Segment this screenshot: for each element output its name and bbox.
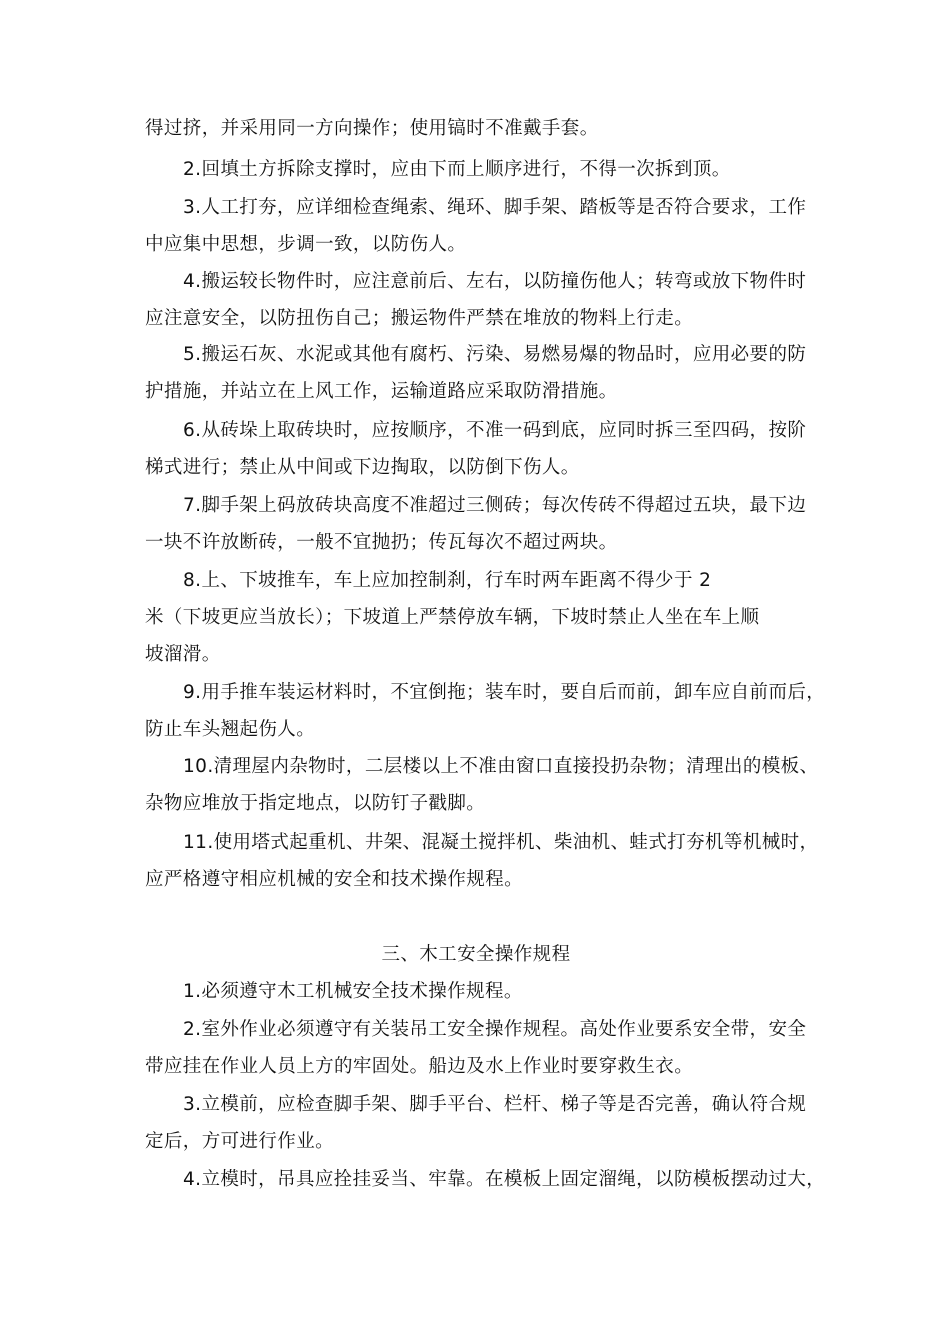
text-line: 得过挤，并采用同一方向操作；使用镐时不准戴手套。 (145, 118, 599, 139)
text-line: 带应挂在作业人员上方的牢固处。船边及水上作业时要穿救生衣。 (145, 1056, 694, 1077)
text-line: 6.从砖垛上取砖块时，应按顺序，不准一码到底，应同时拆三至四码，按阶 (183, 420, 807, 441)
text-line: 7.脚手架上码放砖块高度不准超过三侧砖；每次传砖不得超过五块，最下边 (183, 495, 807, 516)
text-line: 1.必须遵守木工机械安全技术操作规程。 (183, 981, 523, 1002)
section-heading: 三、木工安全操作规程 (381, 944, 571, 965)
text-line: 5.搬运石灰、水泥或其他有腐朽、污染、易燃易爆的物品时，应用必要的防 (183, 344, 807, 365)
text-line: 一块不许放断砖，一般不宜抛扔；传瓦每次不超过两块。 (145, 532, 618, 553)
text-line: 应严格遵守相应机械的安全和技术操作规程。 (145, 869, 524, 890)
text-line: 护措施，并站立在上风工作，运输道路应采取防滑措施。 (145, 381, 618, 402)
text-line: 2.室外作业必须遵守有关装吊工安全操作规程。高处作业要系安全带，安全 (183, 1019, 807, 1040)
text-line: 防止车头翘起伤人。 (145, 719, 316, 740)
text-line: 4.搬运较长物件时，应注意前后、左右，以防撞伤他人；转弯或放下物件时 (183, 271, 807, 292)
text-line: 9.用手推车装运材料时，不宜倒拖；装车时，要自后而前，卸车应自前而后， (183, 682, 826, 703)
text-line: 8.上、下坡推车，车上应加控制刹，行车时两车距离不得少于 2 (183, 570, 712, 591)
text-line: 应注意安全，以防扭伤自己；搬运物件严禁在堆放的物料上行走。 (145, 308, 694, 329)
text-line: 坡溜滑。 (145, 644, 221, 665)
text-line: 米（下坡更应当放长）；下坡道上严禁停放车辆，下坡时禁止人坐在车上顺 (145, 607, 760, 628)
text-line: 梯式进行；禁止从中间或下边掏取，以防倒下伤人。 (145, 457, 580, 478)
text-line: 4.立模时，吊具应拴挂妥当、牢靠。在模板上固定溜绳，以防模板摆动过大， (183, 1169, 826, 1190)
text-line: 3.立模前，应检查脚手架、脚手平台、栏杆、梯子等是否完善，确认符合规 (183, 1094, 807, 1115)
text-line: 中应集中思想，步调一致，以防伤人。 (145, 234, 467, 255)
text-line: 11.使用塔式起重机、井架、混凝土搅拌机、柴油机、蛙式打夯机等机械时， (183, 832, 819, 853)
text-line: 3.人工打夯，应详细检查绳索、绳环、脚手架、踏板等是否符合要求，工作 (183, 197, 807, 218)
text-line: 杂物应堆放于指定地点，以防钉子戳脚。 (145, 793, 486, 814)
text-line: 10.清理屋内杂物时，二层楼以上不准由窗口直接投扔杂物；清理出的模板、 (183, 756, 819, 777)
text-line: 2.回填土方拆除支撑时，应由下而上顺序进行，不得一次拆到顶。 (183, 159, 731, 180)
text-line: 定后，方可进行作业。 (145, 1131, 335, 1152)
